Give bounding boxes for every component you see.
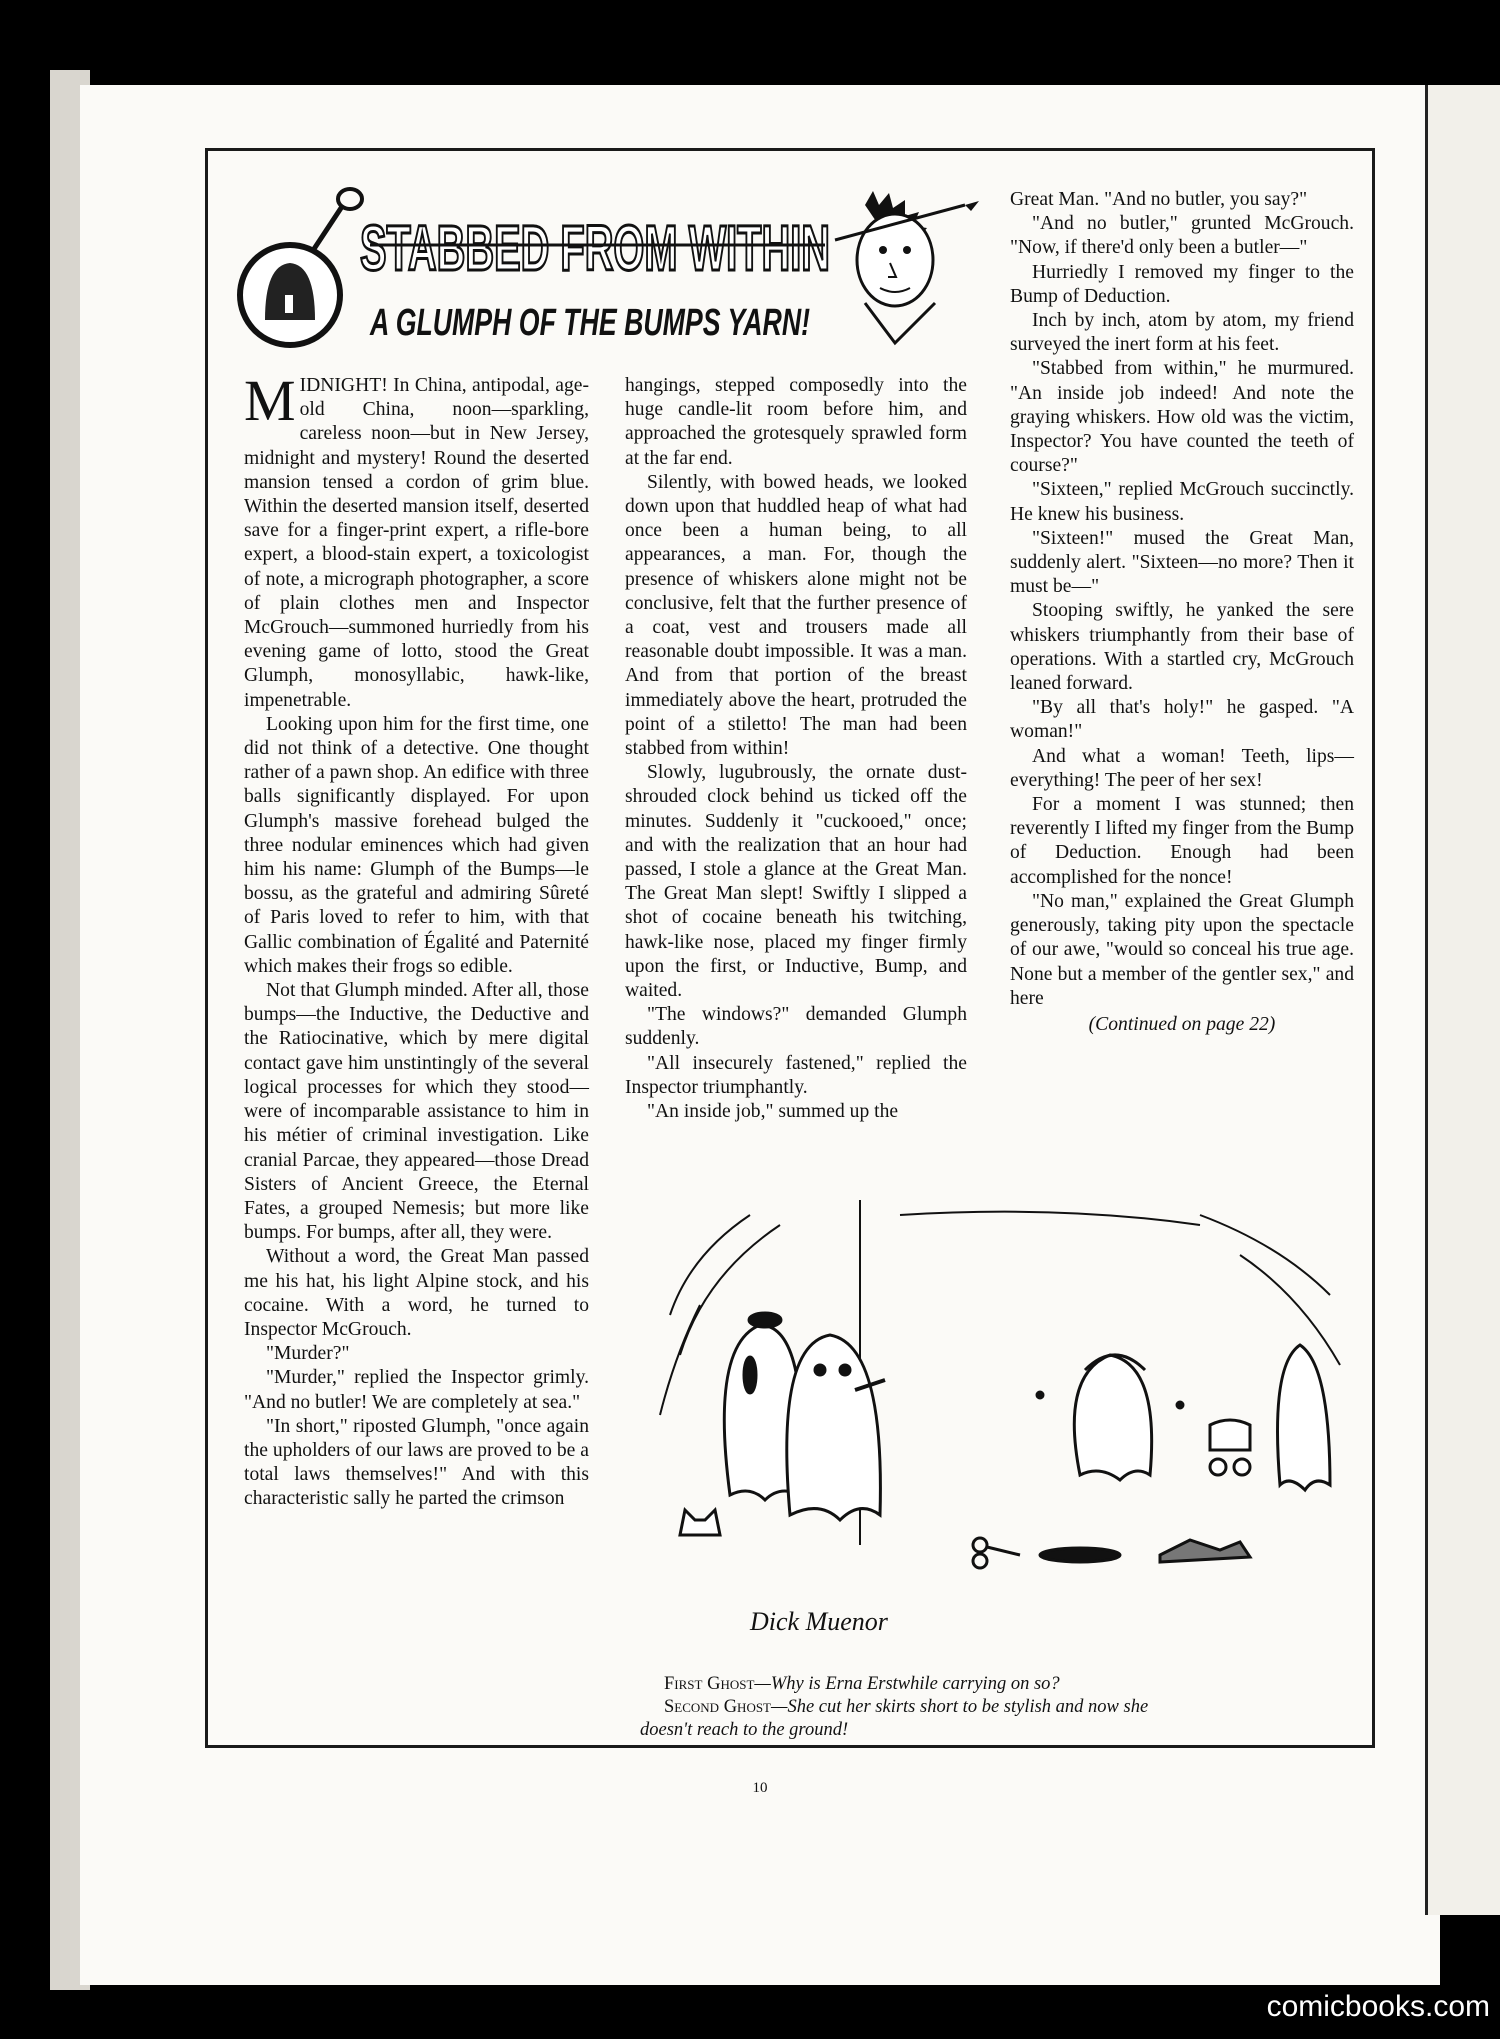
frying-pan-icon bbox=[240, 189, 362, 345]
facing-page-edge bbox=[1425, 85, 1500, 1915]
paragraph: "Sixteen," replied McGrouch succinctly. He knew his business. bbox=[1010, 479, 1354, 525]
site-watermark: comicbooks.com bbox=[1266, 1990, 1490, 2023]
paragraph: Looking upon him for the first time, one did not think of a detective. One thought rather of a pawn shop. An edifice with three balls significantly displayed. For upon Glumph's massive forehead bulged the three nodular eminences which had given him his name: Glumph of the Bumps—le bossu, as the grateful and admiring Sûreté of Paris loved to refer to him, with that Gallic combination of Égalité and Paternité which makes their frogs so edible. bbox=[244, 713, 589, 977]
paragraph: "Murder," replied the Inspector grimly. "And no butler! We are completely at sea." bbox=[244, 1367, 589, 1413]
paragraph: For a moment I was stunned; then reverently I lifted my finger from the Bump of Deduction. Enough had been accomplished for the nonce! bbox=[1010, 794, 1354, 888]
paragraph: hangings, stepped composedly into the huge candle-lit room before him, and approached the grotesquely sprawled form at the far end. bbox=[625, 375, 967, 469]
paragraph: "Stabbed from within," he murmured. "An inside job indeed! And note the graying whiskers. How old was the victim, Inspector? You have counted the teeth of course?" bbox=[1010, 358, 1354, 477]
paragraph: Slowly, lugubrously, the ornate dust-shrouded clock behind us ticked off the minutes. Suddenly it "cuckooed," once; and with the realization that an hour had passed, I stole a glance at the Great Man. The Great Man slept! Swiftly I slipped a shot of cocaine beneath his twitching, hawk-like nose, placed my finger firmly upon the first, or Inductive, Bump, and waited. bbox=[625, 762, 967, 1002]
drop-cap: M bbox=[244, 368, 296, 433]
caption-line bbox=[640, 1719, 1340, 1742]
paragraph: Silently, with bowed heads, we looked down upon that huddled heap of what had once been a human being, to all appearances, a man. For, though the presence of whiskers alone might not be conclusive, felt that the further presence of a coat, vest and trousers made all reasonable doubt impossible. It was a man. And from that portion of the breast immediately above the heart, protruded the point of a stiletto! The man had been stabbed from within! bbox=[625, 471, 967, 760]
title-sub: A GLUMPH OF THE BUMPS YARN! bbox=[369, 302, 810, 344]
paragraph: "All insecurely fastened," replied the Inspector triumphantly. bbox=[625, 1052, 967, 1098]
caption-speaker: Second Ghost bbox=[664, 1697, 771, 1717]
paragraph: "And no butler," grunted McGrouch. "Now, if there'd only been a butler—" bbox=[1010, 213, 1354, 259]
article-column-3 bbox=[1010, 188, 1354, 1037]
paragraph: Hurriedly I removed my finger to the Bump of Deduction. bbox=[1010, 261, 1354, 307]
caption-text: —Why is Erna Erstwhile carrying on so? bbox=[754, 1674, 1060, 1694]
paragraph: Not that Glumph minded. After all, those bumps—the Inductive, the Deductive and the Ratiocinative, which by mere digital contact gave him unstintingly of the several logical processes for which they stood—were of incomparable assistance to him in his métier of criminal investigation. Like cranial Parcae, they appeared—those Dread Sisters of Ancient Greece, the Eternal Fates, a grouped Nemesis; but more like bumps. For bumps, after all, they were. bbox=[244, 980, 589, 1244]
crying-ghost bbox=[1037, 1355, 1183, 1480]
caption-line bbox=[640, 1696, 1340, 1719]
ghost-with-pram bbox=[1210, 1345, 1330, 1490]
paragraph: Great Man. "And no butler, you say?" bbox=[1010, 189, 1308, 210]
paragraph: "By all that's holy!" he gasped. "A woman!" bbox=[1010, 697, 1354, 743]
paragraph: "Sixteen!" mused the Great Man, suddenly alert. "Sixteen—no more? Then it must be—" bbox=[1010, 527, 1354, 598]
paragraph: MIDNIGHT! In China, antipodal, age-old China, noon—sparkling, careless noon—but in New Jersey, midnight and mystery! Round the deserted mansion tensed a cordon of grim blue. Within the deserted mansion itself, deserted save for a finger-print expert, a rifle-bore expert, a blood-stain expert, a toxicologist of note, a micrograph photographer, a score of plain clothes men and Inspector McGrouch—summoned hurriedly from his evening game of lotto, stood the Great Glumph, monosyllabic, hawk-like, impenetrable. bbox=[244, 368, 589, 711]
caption-speaker: First Ghost bbox=[664, 1674, 755, 1694]
detective-caricature bbox=[835, 191, 979, 343]
cut-fabric-scissors bbox=[973, 1538, 1250, 1568]
caption-text: doesn't reach to the ground! bbox=[640, 1720, 849, 1740]
article-column-2 bbox=[625, 374, 967, 1124]
caption-line bbox=[640, 1673, 1340, 1696]
cartoon-caption bbox=[640, 1673, 1340, 1742]
ghost-cartoon bbox=[640, 1195, 1355, 1650]
title-illustration bbox=[235, 185, 995, 365]
paragraph: And what a woman! Teeth, lips—everything! The peer of her sex! bbox=[1010, 745, 1354, 791]
paragraph: "In short," riposted Glumph, "once again the upholders of our laws are proved to be a total laws themselves!" And with this characteristic sally he parted the crimson bbox=[244, 1415, 589, 1510]
paragraph: Stooping swiftly, he yanked the sere whiskers triumphantly from their base of operations. With a startled cry, McGrouch leaned forward. bbox=[1010, 600, 1354, 695]
continued-note: (Continued on page 22) bbox=[1088, 1013, 1276, 1035]
article-column-1 bbox=[244, 368, 589, 1512]
artist-signature: Dick Muenor bbox=[750, 1607, 888, 1636]
paragraph: Without a word, the Great Man passed me his hat, his light Alpine stock, and his cocaine. With a word, he turned to Inspector McGrouch. bbox=[244, 1246, 589, 1340]
page-number: 10 bbox=[752, 1780, 768, 1796]
paragraph: "An inside job," summed up the bbox=[647, 1101, 899, 1123]
ghost-smoking-cigar bbox=[787, 1335, 885, 1520]
paragraph: "Murder?" bbox=[266, 1343, 350, 1365]
paragraph: "No man," explained the Great Glumph generously, taking pity upon the spectacle of our awe, "would so conceal his true age. None but a member of the gentler sex," and here bbox=[1010, 890, 1354, 1009]
ghost-cat bbox=[680, 1510, 720, 1535]
caption-text: —She cut her skirts short to be stylish and now she bbox=[771, 1697, 1149, 1717]
paragraph: Inch by inch, atom by atom, my friend surveyed the inert form at his feet. bbox=[1010, 310, 1354, 356]
paragraph: "The windows?" demanded Glumph suddenly. bbox=[625, 1004, 967, 1050]
title-main: STABBED FROM WITHIN bbox=[360, 212, 830, 284]
